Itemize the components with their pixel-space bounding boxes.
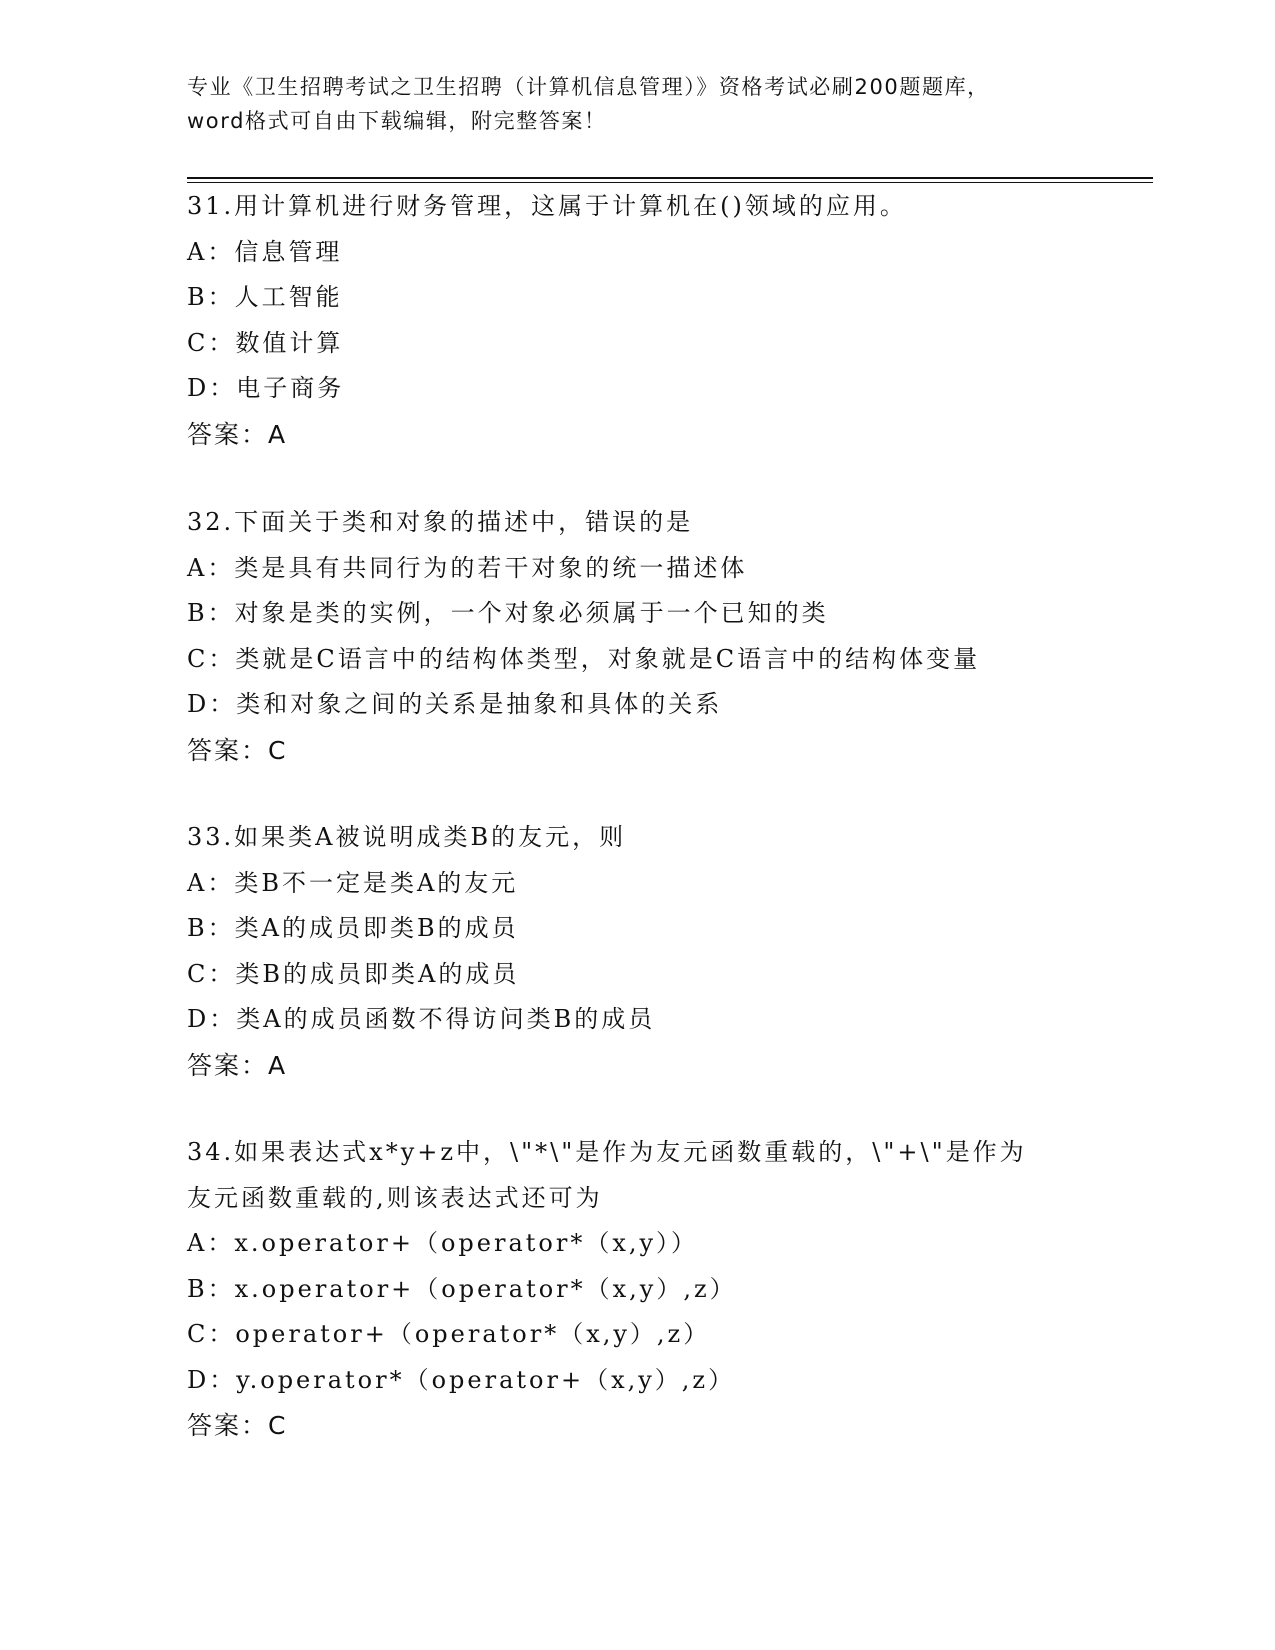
option-a: A：类是具有共同行为的若干对象的统一描述体	[187, 553, 748, 582]
option-c: C：数值计算	[187, 328, 344, 357]
answer: 答案：A	[187, 419, 288, 449]
answer: 答案：C	[187, 1411, 288, 1440]
option-c: C：类就是C语言中的结构体类型，对象就是C语言中的结构体变量	[187, 644, 981, 673]
question-stem: 32.下面关于类和对象的描述中，错误的是	[187, 508, 694, 536]
question-33	[187, 815, 1107, 1088]
option-b: B：对象是类的实例，一个对象必须属于一个已知的类	[187, 599, 829, 627]
document-header	[187, 70, 1087, 138]
question-stem-line-2: 友元函数重载的,则该表达式还可为	[187, 1183, 603, 1212]
answer: 答案：C	[187, 735, 288, 765]
question-31	[187, 184, 1107, 457]
question-stem-line-1: 34.如果表达式x*y+z中，\"*\"是作为友元函数重载的，\"+\"是作为	[187, 1138, 1027, 1166]
option-c: C：类B的成员即类A的成员	[187, 959, 520, 988]
option-a: A：信息管理	[187, 237, 343, 266]
question-32	[187, 500, 1107, 773]
header-divider	[187, 177, 1153, 183]
answer: 答案：A	[187, 1050, 288, 1080]
header-line-1: 专业《卫生招聘考试之卫生招聘（计算机信息管理）》资格考试必刷200题题库，	[187, 75, 990, 99]
question-34	[187, 1130, 1107, 1449]
question-stem: 33.如果类A被说明成类B的友元，则	[187, 823, 627, 851]
option-b: B：人工智能	[187, 283, 343, 311]
option-b: B：x.operator+（operator*（x,y）,z）	[187, 1274, 737, 1303]
question-stem: 31.用计算机进行财务管理，这属于计算机在()领域的应用。	[187, 192, 907, 220]
header-line-2: word格式可自由下载编辑，附完整答案！	[187, 109, 607, 133]
option-d: D：类和对象之间的关系是抽象和具体的关系	[187, 690, 723, 718]
option-a: A：x.operator+（operator*（x,y））	[187, 1229, 699, 1257]
option-c: C：operator+（operator*（x,y）,z）	[187, 1320, 711, 1348]
option-d: D：类A的成员函数不得访问类B的成员	[187, 1005, 656, 1033]
option-a: A：类B不一定是类A的友元	[187, 868, 519, 897]
option-d: D：y.operator*（operator+（x,y）,z）	[187, 1365, 736, 1394]
option-d: D：电子商务	[187, 374, 345, 402]
option-b: B：类A的成员即类B的成员	[187, 914, 519, 942]
